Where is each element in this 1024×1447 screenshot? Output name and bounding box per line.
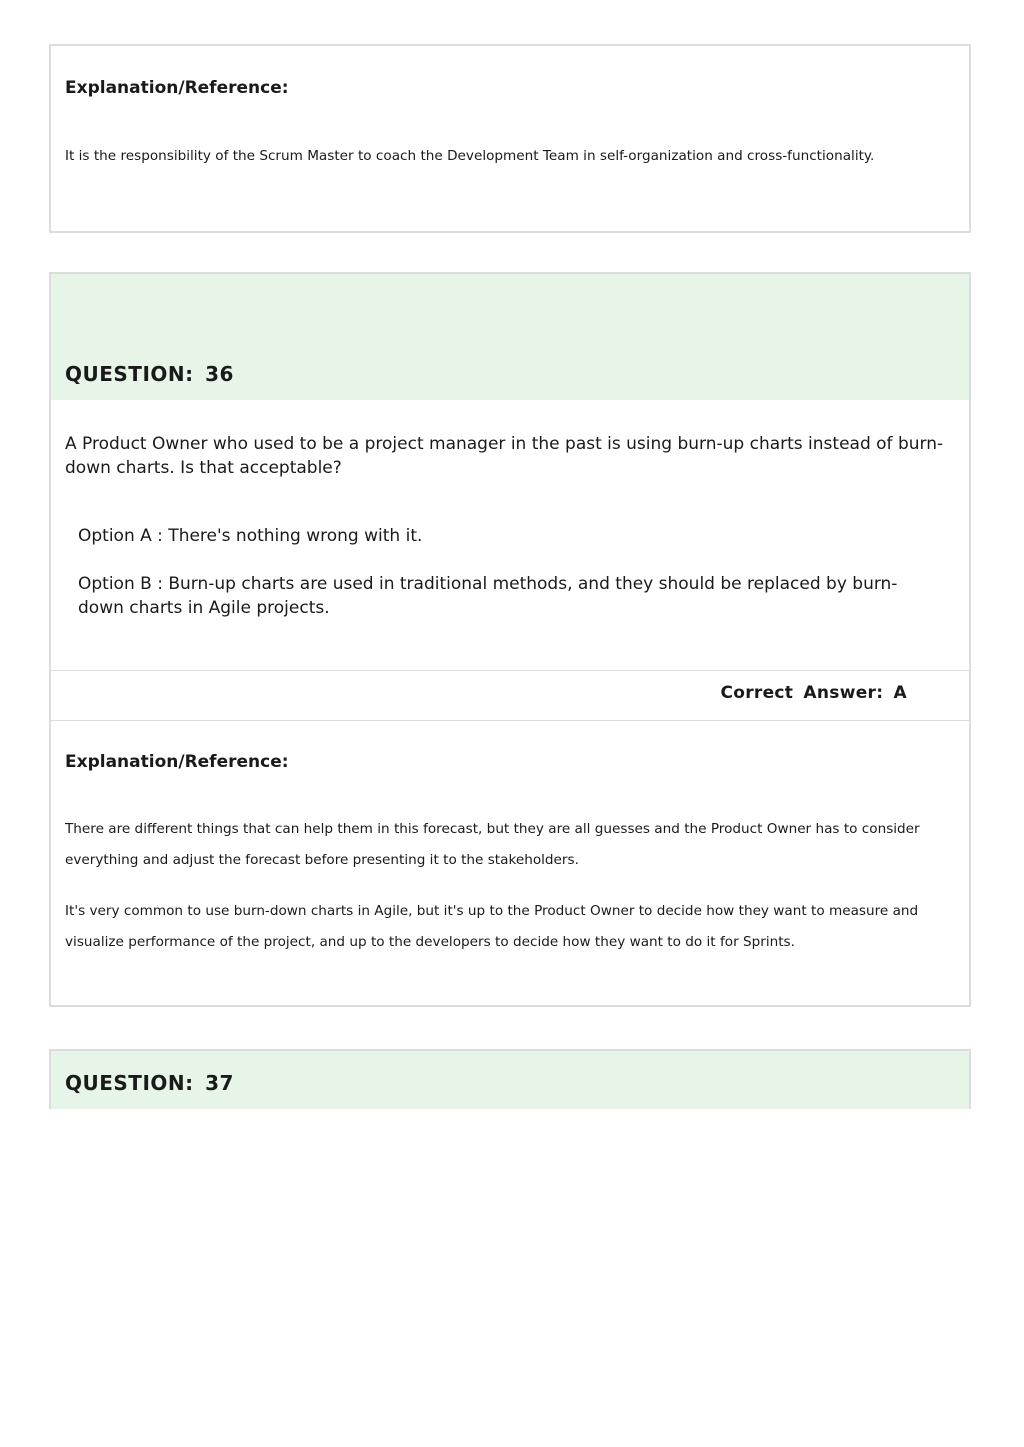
question-37-card (49, 1049, 971, 1109)
explanation-paragraph: There are different things that can help them in this forecast, but they are all guesses and the Product Owner has to consider everything and adjust the forecast before presenting it to the stakeholders. (65, 821, 920, 868)
question-header (51, 1051, 969, 1109)
explanation-paragraph: It's very common to use burn-down charts in Agile, but it's up to the Product Owner to decide how they want to measure and visualize performance of the project, and up to the developers to decide how they want to do it for Sprints. (65, 903, 919, 950)
explanation-heading: Explanation/Reference: (65, 78, 289, 98)
question-header (51, 274, 969, 400)
explanation-text: It is the responsibility of the Scrum Master to coach the Development Team in self-organization and cross-functionality. (65, 148, 875, 164)
correct-answer: Correct Answer: A (720, 683, 907, 703)
previous-explanation-card (49, 44, 971, 233)
option-a: Option A : There's nothing wrong with it. (78, 526, 423, 546)
question-text: A Product Owner who used to be a project manager in the past is using burn-up charts instead of burn-down charts. Is that acceptable? (65, 434, 944, 478)
question-title: QUESTION: 37 (65, 1071, 234, 1095)
correct-answer-bar (51, 670, 969, 721)
explanation-heading: Explanation/Reference: (65, 752, 289, 772)
question-36-card (49, 272, 971, 1007)
question-title: QUESTION: 36 (65, 362, 234, 386)
option-b: Option B : Burn-up charts are used in traditional methods, and they should be replaced by burn-down charts in Agile projects. (78, 574, 898, 618)
